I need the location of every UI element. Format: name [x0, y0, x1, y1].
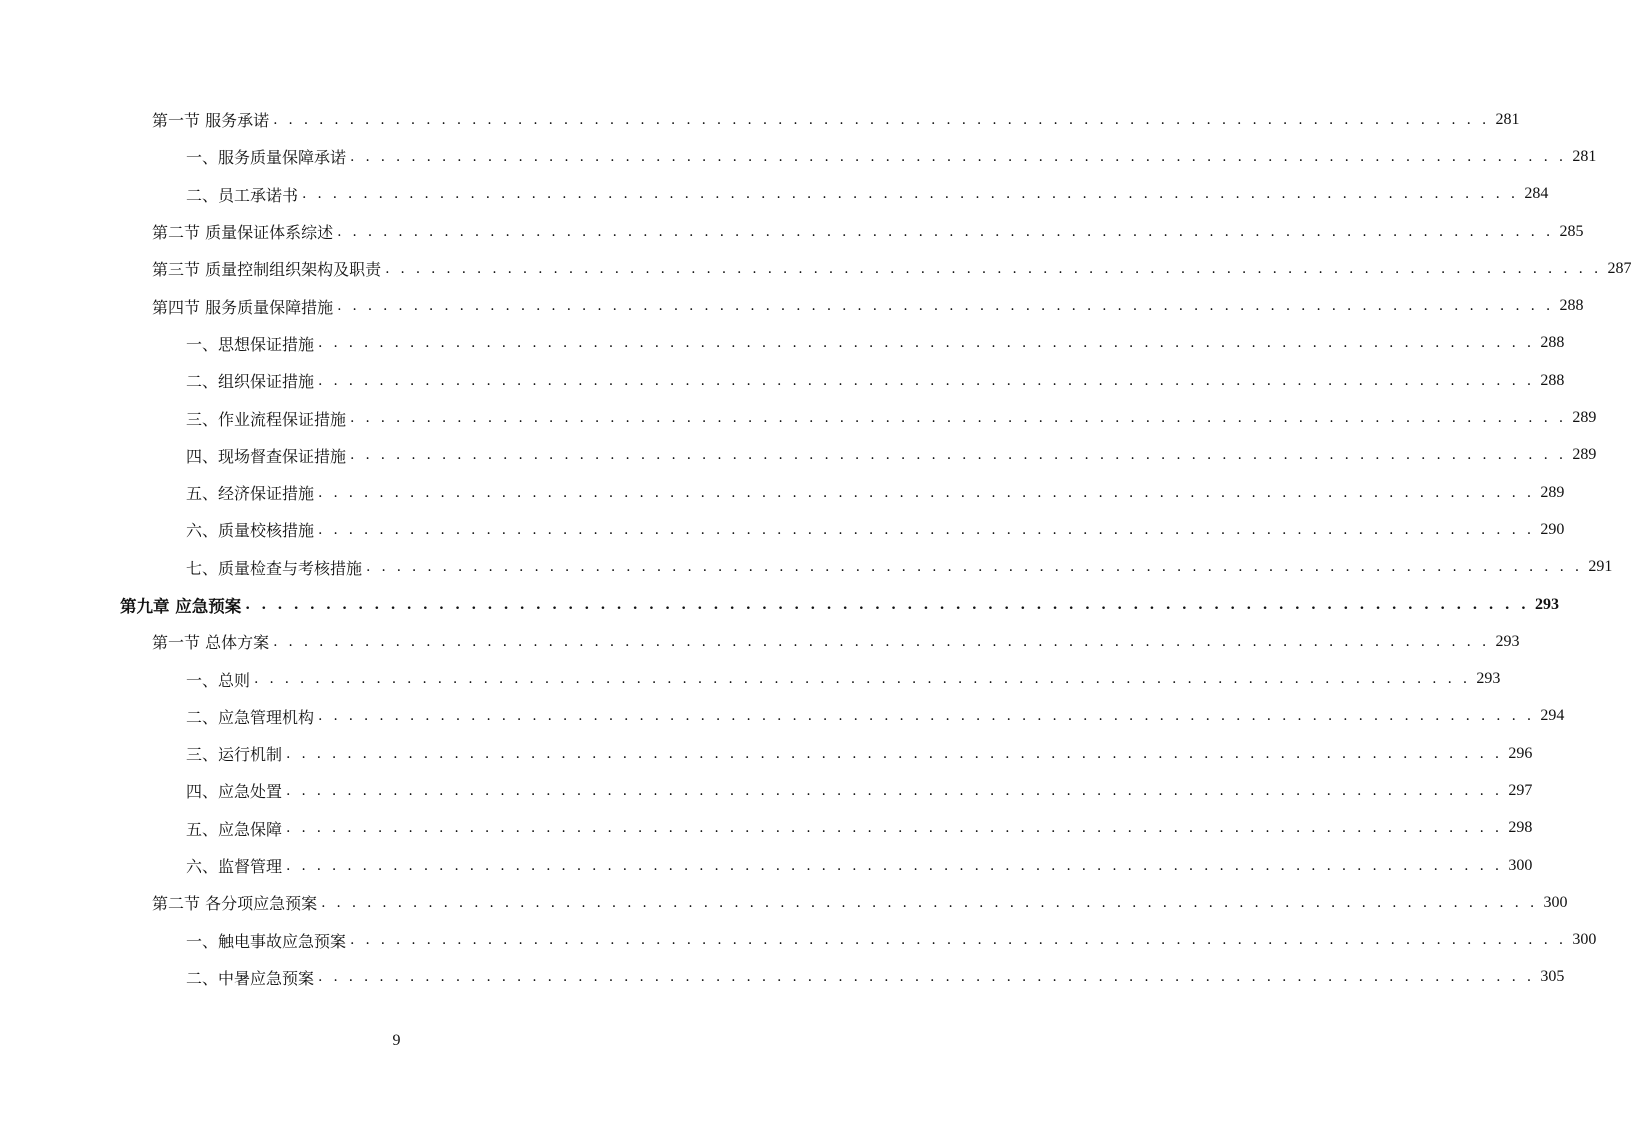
toc-leader-dots: . . . . . . . . . . . . . . . . . . . . . . . . . . . . . . . . . . . . . . . . . . . . . . . . . . . . . . . . . . . . . . . . . . . . . . . . . . . . . . . .: [318, 335, 1535, 352]
toc-subsection-entry[interactable]: [0, 138, 1597, 175]
toc-section-entry[interactable]: [0, 287, 1584, 324]
toc-section-entry[interactable]: [0, 250, 1631, 287]
toc-leader-dots: . . . . . . . . . . . . . . . . . . . . . . . . . . . . . . . . . . . . . . . . . . . . . . . . . . . . . . . . . . . . . . . . . . . . . . . . . . . . . . . .: [318, 372, 1535, 389]
toc-leader-dots: . . . . . . . . . . . . . . . . . . . . . . . . . . . . . . . . . . . . . . . . . . . . . . . . . . . . . . . . . . . . . . . . . . . . . . . . . . . . . . . .: [302, 186, 1519, 203]
toc-subsection-entry[interactable]: [0, 810, 1533, 847]
toc-leader-dots: . . . . . . . . . . . . . . . . . . . . . . . . . . . . . . . . . . . . . . . . . . . . . . . . . . . . . . . . . . . . . . . . . . . . . . . . . . . . . . . .: [286, 820, 1503, 837]
toc-subsection-entry[interactable]: [0, 959, 1565, 996]
toc-chapter-entry[interactable]: [0, 586, 1560, 623]
toc-entry-page: 293: [1476, 670, 1501, 688]
toc-entry-page: 288: [1559, 297, 1584, 315]
toc-subsection-entry[interactable]: [0, 474, 1565, 511]
toc-leader-dots: . . . . . . . . . . . . . . . . . . . . . . . . . . . . . . . . . . . . . . . . . . . . . . . . . . . . . . . . . . . . . . . . . . . . . . . . . . . . . . . .: [286, 857, 1503, 874]
toc-entry-label: 一、触电事故应急预案: [186, 931, 347, 951]
toc-entry-page: 290: [1540, 520, 1565, 538]
toc-entry-page: 294: [1540, 707, 1565, 725]
toc-entry-page: 300: [1508, 856, 1533, 874]
toc-entry-page: 293: [1535, 595, 1560, 613]
toc-subsection-entry[interactable]: [0, 325, 1565, 362]
toc-entry-label: 一、总则: [186, 670, 251, 690]
toc-leader-dots: . . . . . . . . . . . . . . . . . . . . . . . . . . . . . . . . . . . . . . . . . . . . . . . . . . . . . . . . . . . . . . . . . . . . . . . . . . . . . . . .: [318, 708, 1535, 725]
toc-leader-dots: . . . . . . . . . . . . . . . . . . . . . . . . . . . . . . . . . . . . . . . . . . . . . . . . . . . . . . . . . . . . . . . . . . . . . . . . . . . . . . . .: [350, 932, 1567, 949]
toc-leader-dots: . . . . . . . . . . . . . . . . . . . . . . . . . . . . . . . . . . . . . . . . . . . . . . . . . . . . . . . . . . . . . . . . . . . . . . . . . . . . . . . .: [286, 782, 1503, 799]
toc-subsection-entry[interactable]: [0, 735, 1533, 772]
toc-subsection-entry[interactable]: [0, 922, 1597, 959]
toc-entry-label: 第二节 质量保证体系综述: [152, 223, 334, 243]
toc-leader-dots: . . . . . . . . . . . . . . . . . . . . . . . . . . . . . . . . . . . . . . . . . . . . . . . . . . . . . . . . . . . . . . . . . . . . . . . . . . . . . . . .: [254, 671, 1471, 688]
toc-subsection-entry[interactable]: [0, 772, 1533, 809]
toc-entry-page: 287: [1607, 259, 1631, 277]
toc-entry-page: 284: [1524, 185, 1549, 203]
toc-entry-label: 第三节 质量控制组织架构及职责: [152, 260, 382, 280]
toc-entry-page: 305: [1540, 968, 1565, 986]
toc-leader-dots: . . . . . . . . . . . . . . . . . . . . . . . . . . . . . . . . . . . . . . . . . . . . . . . . . . . . . . . . . . . . . . . . . . . . . . . . . . . . . . . .: [245, 596, 1530, 613]
toc-leader-dots: . . . . . . . . . . . . . . . . . . . . . . . . . . . . . . . . . . . . . . . . . . . . . . . . . . . . . . . . . . . . . . . . . . . . . . . . . . . . . . . .: [337, 223, 1554, 240]
toc-leader-dots: . . . . . . . . . . . . . . . . . . . . . . . . . . . . . . . . . . . . . . . . . . . . . . . . . . . . . . . . . . . . . . . . . . . . . . . . . . . . . . . .: [385, 260, 1602, 277]
toc-entry-page: 281: [1572, 147, 1597, 165]
toc-entry-label: 第二节 各分项应急预案: [152, 894, 318, 914]
toc-entry-label: 四、现场督查保证措施: [186, 446, 347, 466]
toc-entry-label: 三、运行机制: [186, 745, 283, 765]
toc-section-entry[interactable]: [0, 623, 1520, 660]
toc-leader-dots: . . . . . . . . . . . . . . . . . . . . . . . . . . . . . . . . . . . . . . . . . . . . . . . . . . . . . . . . . . . . . . . . . . . . . . . . . . . . . . . .: [350, 410, 1567, 427]
toc-entry-label: 第九章 应急预案: [120, 596, 242, 616]
toc-leader-dots: . . . . . . . . . . . . . . . . . . . . . . . . . . . . . . . . . . . . . . . . . . . . . . . . . . . . . . . . . . . . . . . . . . . . . . . . . . . . . . . .: [337, 298, 1554, 315]
toc-entry-page: 297: [1508, 781, 1533, 799]
toc-entry-page: 289: [1572, 409, 1597, 427]
toc-subsection-entry[interactable]: [0, 399, 1597, 436]
toc-entry-label: 二、中暑应急预案: [186, 968, 315, 988]
toc-subsection-entry[interactable]: [0, 437, 1597, 474]
toc-entry-label: 二、应急管理机构: [186, 707, 315, 727]
toc-entry-label: 六、质量校核措施: [186, 521, 315, 541]
toc-entry-page: 291: [1588, 558, 1613, 576]
toc-leader-dots: . . . . . . . . . . . . . . . . . . . . . . . . . . . . . . . . . . . . . . . . . . . . . . . . . . . . . . . . . . . . . . . . . . . . . . . . . . . . . . . .: [273, 111, 1490, 128]
toc-entry-label: 第一节 总体方案: [152, 633, 270, 653]
page-number: 9: [392, 1032, 401, 1049]
toc-entry-page: 288: [1540, 334, 1565, 352]
toc-leader-dots: . . . . . . . . . . . . . . . . . . . . . . . . . . . . . . . . . . . . . . . . . . . . . . . . . . . . . . . . . . . . . . . . . . . . . . . . . . . . . . . .: [273, 633, 1490, 650]
toc-entry-label: 二、组织保证措施: [186, 372, 315, 392]
toc-entry-page: 288: [1540, 371, 1565, 389]
toc-entry-label: 二、员工承诺书: [186, 185, 299, 205]
toc-entry-page: 296: [1508, 744, 1533, 762]
toc-section-entry[interactable]: [0, 213, 1584, 250]
toc-section-entry[interactable]: [0, 101, 1520, 138]
toc-section-entry[interactable]: [0, 884, 1568, 921]
toc-leader-dots: . . . . . . . . . . . . . . . . . . . . . . . . . . . . . . . . . . . . . . . . . . . . . . . . . . . . . . . . . . . . . . . . . . . . . . . . . . . . . . . .: [318, 969, 1535, 986]
toc-subsection-entry[interactable]: [0, 176, 1549, 213]
toc-leader-dots: . . . . . . . . . . . . . . . . . . . . . . . . . . . . . . . . . . . . . . . . . . . . . . . . . . . . . . . . . . . . . . . . . . . . . . . . . . . . . . . .: [350, 447, 1567, 464]
toc-entry-label: 五、应急保障: [186, 819, 283, 839]
table-of-contents: [0, 101, 1631, 996]
toc-entry-label: 七、质量检查与考核措施: [186, 558, 363, 578]
toc-leader-dots: . . . . . . . . . . . . . . . . . . . . . . . . . . . . . . . . . . . . . . . . . . . . . . . . . . . . . . . . . . . . . . . . . . . . . . . . . . . . . . . .: [366, 559, 1583, 576]
toc-entry-page: 285: [1559, 222, 1584, 240]
toc-entry-label: 第一节 服务承诺: [152, 111, 270, 131]
toc-subsection-entry[interactable]: [0, 362, 1565, 399]
toc-subsection-entry[interactable]: [0, 847, 1533, 884]
toc-leader-dots: . . . . . . . . . . . . . . . . . . . . . . . . . . . . . . . . . . . . . . . . . . . . . . . . . . . . . . . . . . . . . . . . . . . . . . . . . . . . . . . .: [286, 745, 1503, 762]
toc-leader-dots: . . . . . . . . . . . . . . . . . . . . . . . . . . . . . . . . . . . . . . . . . . . . . . . . . . . . . . . . . . . . . . . . . . . . . . . . . . . . . . . .: [321, 894, 1538, 911]
toc-entry-label: 四、应急处置: [186, 782, 283, 802]
toc-entry-page: 293: [1495, 632, 1520, 650]
toc-entry-label: 三、作业流程保证措施: [186, 409, 347, 429]
toc-leader-dots: . . . . . . . . . . . . . . . . . . . . . . . . . . . . . . . . . . . . . . . . . . . . . . . . . . . . . . . . . . . . . . . . . . . . . . . . . . . . . . . .: [318, 484, 1535, 501]
toc-subsection-entry[interactable]: [0, 549, 1613, 586]
toc-entry-page: 281: [1495, 110, 1520, 128]
toc-leader-dots: . . . . . . . . . . . . . . . . . . . . . . . . . . . . . . . . . . . . . . . . . . . . . . . . . . . . . . . . . . . . . . . . . . . . . . . . . . . . . . . .: [350, 148, 1567, 165]
toc-entry-label: 一、服务质量保障承诺: [186, 148, 347, 168]
toc-entry-page: 300: [1572, 931, 1597, 949]
toc-entry-label: 一、思想保证措施: [186, 334, 315, 354]
toc-leader-dots: . . . . . . . . . . . . . . . . . . . . . . . . . . . . . . . . . . . . . . . . . . . . . . . . . . . . . . . . . . . . . . . . . . . . . . . . . . . . . . . .: [318, 521, 1535, 538]
toc-entry-label: 五、经济保证措施: [186, 484, 315, 504]
toc-entry-page: 289: [1572, 446, 1597, 464]
toc-subsection-entry[interactable]: [0, 698, 1565, 735]
toc-entry-label: 六、监督管理: [186, 857, 283, 877]
toc-entry-label: 第四节 服务质量保障措施: [152, 297, 334, 317]
toc-subsection-entry[interactable]: [0, 660, 1501, 697]
toc-entry-page: 298: [1508, 819, 1533, 837]
toc-subsection-entry[interactable]: [0, 511, 1565, 548]
toc-entry-page: 289: [1540, 483, 1565, 501]
toc-entry-page: 300: [1543, 893, 1568, 911]
